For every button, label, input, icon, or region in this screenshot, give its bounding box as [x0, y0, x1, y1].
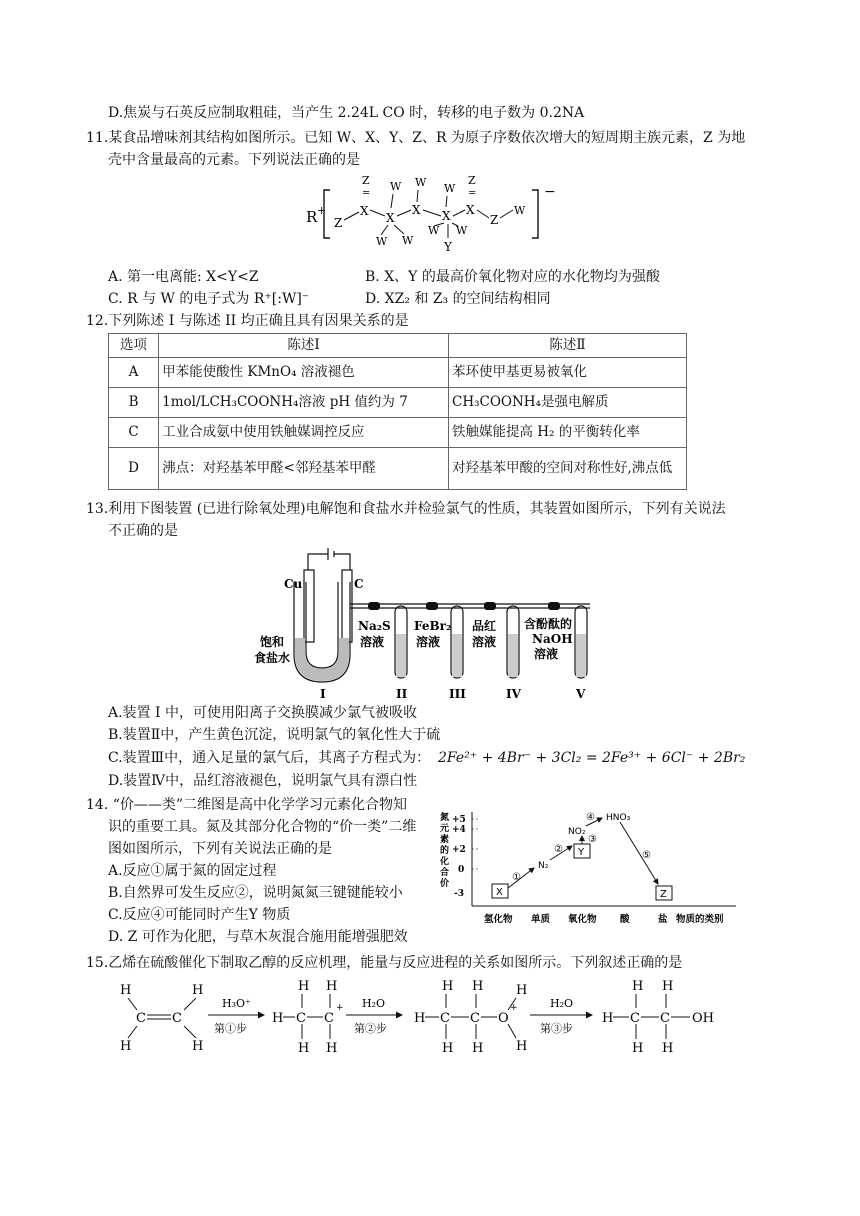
ylabel-char: 氮 [440, 813, 450, 823]
q13-label-i: I [320, 687, 326, 701]
q13-tube2-label-1: Na₂S [358, 619, 391, 633]
q11-atom-w6: W [428, 224, 440, 237]
q11-anion-charge: − [544, 184, 556, 200]
q10-option-d: D.焦炭与石英反应制取粗硅，当产生 2.24L CO 时，转移的电子数为 0.2NA [108, 105, 585, 121]
step-2-label: 第②步 [354, 1022, 387, 1035]
ylabel-char: 元 [440, 824, 450, 834]
reagent-h2o-2: H₂O [550, 997, 574, 1010]
q11-cation-charge: + [317, 204, 327, 217]
reagent-h2o-1: H₂O [362, 997, 386, 1010]
table-row [109, 358, 687, 388]
row-statement-2: 苯环使甲基更易被氧化 [448, 358, 686, 388]
ytick-plus2: +2 [452, 845, 466, 855]
row-statement-1: 沸点：对羟基苯甲醛<邻羟基苯甲醛 [159, 448, 449, 490]
ytick-plus5: +5 [452, 815, 466, 825]
q11-double-bond2: = [468, 188, 477, 199]
q14-option-d: D. Z 可作为化肥，与草木灰混合施用能增强肥效 [108, 929, 408, 945]
ytick-0: 0 [458, 865, 465, 875]
q11-stem-line2: 壳中含量最高的元素。下列说法正确的是 [108, 152, 360, 168]
q11-option-d: D. XZ₂ 和 Z₃ 的空间结构相同 [365, 291, 551, 307]
q13-tube4-label-2: 溶液 [472, 635, 497, 649]
oxonium-c2: C [470, 1011, 480, 1026]
q11-atom-w1: W [390, 180, 402, 193]
ethanol-h5: H [662, 1041, 674, 1056]
step-3-label: 第③步 [540, 1022, 573, 1035]
q11-atom-w5: W [444, 182, 456, 195]
q13-brine-label-1: 饱和 [260, 635, 285, 649]
ethylene-h1: H [120, 983, 132, 998]
ylabel-char: 合 [440, 868, 450, 878]
ethanol-h1: H [602, 1011, 614, 1026]
q13-tube2-label-2: 溶液 [360, 635, 385, 649]
ethylene-h2: H [192, 983, 204, 998]
q11-atom-z-top1: Z [362, 174, 370, 187]
q11-atom-x2: X [386, 211, 395, 225]
point-y: Y [578, 847, 585, 858]
step-3: ③ [588, 834, 597, 845]
ethylene-c1: C [136, 1011, 146, 1026]
q14-stem-line2: 识的重要工具。氮及其部分化合物的“价一类”二维 [108, 819, 417, 835]
q14-stem-line1: 14. “价——类”二维图是高中化学学习元素化合物知 [86, 797, 408, 813]
row-option: B [109, 388, 159, 418]
q13-apparatus-diagram [250, 542, 620, 702]
q11-option-c: C. R 与 W 的电子式为 R⁺[:W]⁻ [108, 291, 310, 307]
oxonium-h4: H [414, 1011, 426, 1026]
xcat-hydride: 氢化物 [484, 914, 513, 925]
q13-tube4-label-1: 品红 [472, 619, 497, 633]
table-header-row [109, 334, 687, 358]
q13-option-a: A.装置 I 中，可使用阳离子交换膜减少氯气被吸收 [108, 705, 417, 721]
ethanol-h2: H [632, 979, 644, 994]
oxonium-c1: C [440, 1011, 450, 1026]
q11-double-bond1: = [362, 188, 371, 199]
point-hno3: HNO₃ [606, 813, 631, 823]
xcat-acid: 酸 [620, 914, 630, 925]
q11-atom-w8: W [514, 204, 526, 217]
xcat-element: 单质 [531, 914, 551, 925]
q12-table [108, 333, 687, 490]
ethanol-oh: OH [692, 1011, 714, 1026]
q11-atom-x4: X [442, 209, 451, 223]
q13-option-d: D.装置Ⅳ中，品红溶液褪色，说明氯气具有漂白性 [108, 773, 418, 789]
cation-h5: H [326, 1041, 338, 1056]
point-no2: NO₂ [568, 827, 586, 837]
ylabel-char: 素 [440, 835, 450, 845]
ethanol-c2: C [660, 1011, 670, 1026]
q13-tube3-label-1: FeBr₂ [414, 619, 452, 633]
q13-tube5-label-1: 含酚酞的 [524, 617, 573, 631]
q13-label-ii: II [396, 687, 408, 701]
oxonium-h5: H [442, 1041, 454, 1056]
cation-plus: + [336, 1003, 344, 1013]
oxonium-h3: H [516, 983, 528, 998]
point-n2: N₂ [538, 861, 549, 871]
ethanol-h4: H [632, 1041, 644, 1056]
q13-label-v: V [576, 687, 586, 701]
oxonium-h7: H [516, 1039, 528, 1054]
ytick-plus4: +4 [452, 825, 466, 835]
q11-atom-w2: W [376, 235, 388, 248]
oxonium-h6: H [472, 1041, 484, 1056]
q11-atom-z2: Z [490, 213, 499, 227]
q13-stem-line1: 13.利用下图装置 (已进行除氧处理)电解饱和食盐水并检验氯气的性质，其装置如图所示，下列有关说法 [86, 501, 726, 517]
q11-stem-line1: 11.某食品增味剂其结构如图所示。已知 W、X、Y、Z、R 为原子序数依次增大的短周期主族元素，Z 为地 [86, 130, 746, 146]
step-1-label: 第①步 [214, 1022, 247, 1035]
oxonium-h2: H [472, 979, 484, 994]
q13-label-iii: III [449, 687, 466, 701]
q14-option-c: C.反应④可能同时产生Y 物质 [108, 907, 291, 923]
ylabel-char: 价 [440, 879, 450, 889]
row-option: D [109, 448, 159, 490]
row-option: A [109, 358, 159, 388]
q13-brine-label-2: 食盐水 [254, 651, 291, 665]
ylabel-char: 的 [440, 846, 450, 856]
row-option: C [109, 418, 159, 448]
header-option: 选项 [109, 334, 159, 358]
q11-cation: R [306, 208, 318, 226]
row-statement-2: CH₃COONH₄是强电解质 [448, 388, 686, 418]
q11-atom-w7: W [456, 224, 468, 237]
oxonium-h1: H [442, 979, 454, 994]
row-statement-2: 对羟基苯甲酸的空间对称性好,沸点低 [448, 448, 686, 490]
q13-option-c: C.装置Ⅲ中，通入足量的氯气后，其离子方程式为： [108, 750, 431, 766]
point-x: X [496, 887, 503, 898]
header-statement-2: 陈述Ⅱ [448, 334, 686, 358]
cation-h3: H [272, 1011, 284, 1026]
xcat-salt: 盐 [658, 914, 668, 925]
step-4: ④ [586, 812, 595, 823]
q13-electrode-c: C [354, 577, 364, 591]
q15-stem: 15.乙烯在硫酸催化下制取乙醇的反应机理，能量与反应进程的关系如图所示。下列叙述正确的是 [86, 955, 683, 971]
ethylene-h3: H [120, 1039, 132, 1054]
q11-atom-x5: X [466, 203, 475, 217]
cation-h2: H [326, 979, 338, 994]
q12-stem: 12.下列陈述 I 与陈述 II 均正确且具有因果关系的是 [86, 313, 409, 329]
cation-h4: H [298, 1041, 310, 1056]
cation-h1: H [298, 979, 310, 994]
q11-option-a: A. 第一电离能: X<Y<Z [108, 269, 259, 285]
q13-tube5-label-2: NaOH [532, 632, 573, 646]
q13-tube3-label-2: 溶液 [416, 635, 441, 649]
ethanol-h3: H [662, 979, 674, 994]
cation-c2: C [324, 1011, 334, 1026]
row-statement-1: 1mol/LCH₃COONH₄溶液 pH 值约为 7 [159, 388, 449, 418]
q14-valence-category-chart [436, 808, 752, 932]
step-2: ② [554, 844, 563, 855]
row-statement-1: 甲苯能使酸性 KMnO₄ 溶液褪色 [159, 358, 449, 388]
q13-stem-line2: 不正确的是 [108, 523, 178, 539]
point-z: Z [660, 889, 667, 900]
q11-structure-diagram [300, 172, 570, 260]
step-1: ① [512, 872, 521, 883]
q11-atom-z1: Z [334, 216, 343, 230]
q14-option-b: B.自然界可发生反应②，说明氮氮三键键能较小 [108, 885, 403, 901]
step-5: ⑤ [642, 850, 651, 861]
q14-option-a: A.反应①属于氮的固定过程 [108, 863, 277, 879]
q15-mechanism-diagram [110, 976, 750, 1056]
q11-atom-w3: W [402, 234, 414, 247]
table-row [109, 448, 687, 490]
reagent-h3o: H₃O⁺ [222, 997, 251, 1010]
q13-tube5-label-3: 溶液 [534, 647, 559, 661]
oxonium-o: O [498, 1011, 509, 1026]
q11-atom-x3: X [412, 203, 421, 217]
q13-label-iv: IV [506, 687, 521, 701]
q11-atom-y: Y [444, 240, 452, 254]
oxonium-plus: + [510, 1003, 518, 1013]
xlabel: 物质的类别 [676, 914, 724, 925]
ethylene-c2: C [172, 1011, 182, 1026]
ylabel-char: 化 [440, 857, 450, 867]
row-statement-1: 工业合成氨中使用铁触媒调控反应 [159, 418, 449, 448]
q11-atom-x1: X [360, 204, 369, 218]
cation-c1: C [296, 1011, 306, 1026]
q13-electrode-cu: Cu [284, 577, 303, 591]
header-statement-1: 陈述Ⅰ [159, 334, 449, 358]
q14-stem-line3: 图如图所示，下列有关说法正确的是 [108, 841, 332, 857]
q13-option-c-equation: 2Fe²⁺ + 4Br⁻ + 3Cl₂ = 2Fe³⁺ + 6Cl⁻ + 2Br₂ [438, 750, 746, 766]
ethylene-h4: H [192, 1039, 204, 1054]
table-row [109, 388, 687, 418]
xcat-oxide: 氧化物 [568, 914, 597, 925]
q13-option-b: B.装置Ⅱ中，产生黄色沉淀，说明氯气的氧化性大于硫 [108, 727, 441, 743]
q11-option-b: B. X、Y 的最高价氧化物对应的水化物均为强酸 [365, 269, 660, 285]
q11-atom-w4: W [415, 176, 427, 189]
q11-atom-z-top2: Z [468, 174, 476, 187]
table-row [109, 418, 687, 448]
ethanol-c1: C [630, 1011, 640, 1026]
ytick-minus3: -3 [454, 889, 464, 899]
row-statement-2: 铁触媒能提高 H₂ 的平衡转化率 [448, 418, 686, 448]
